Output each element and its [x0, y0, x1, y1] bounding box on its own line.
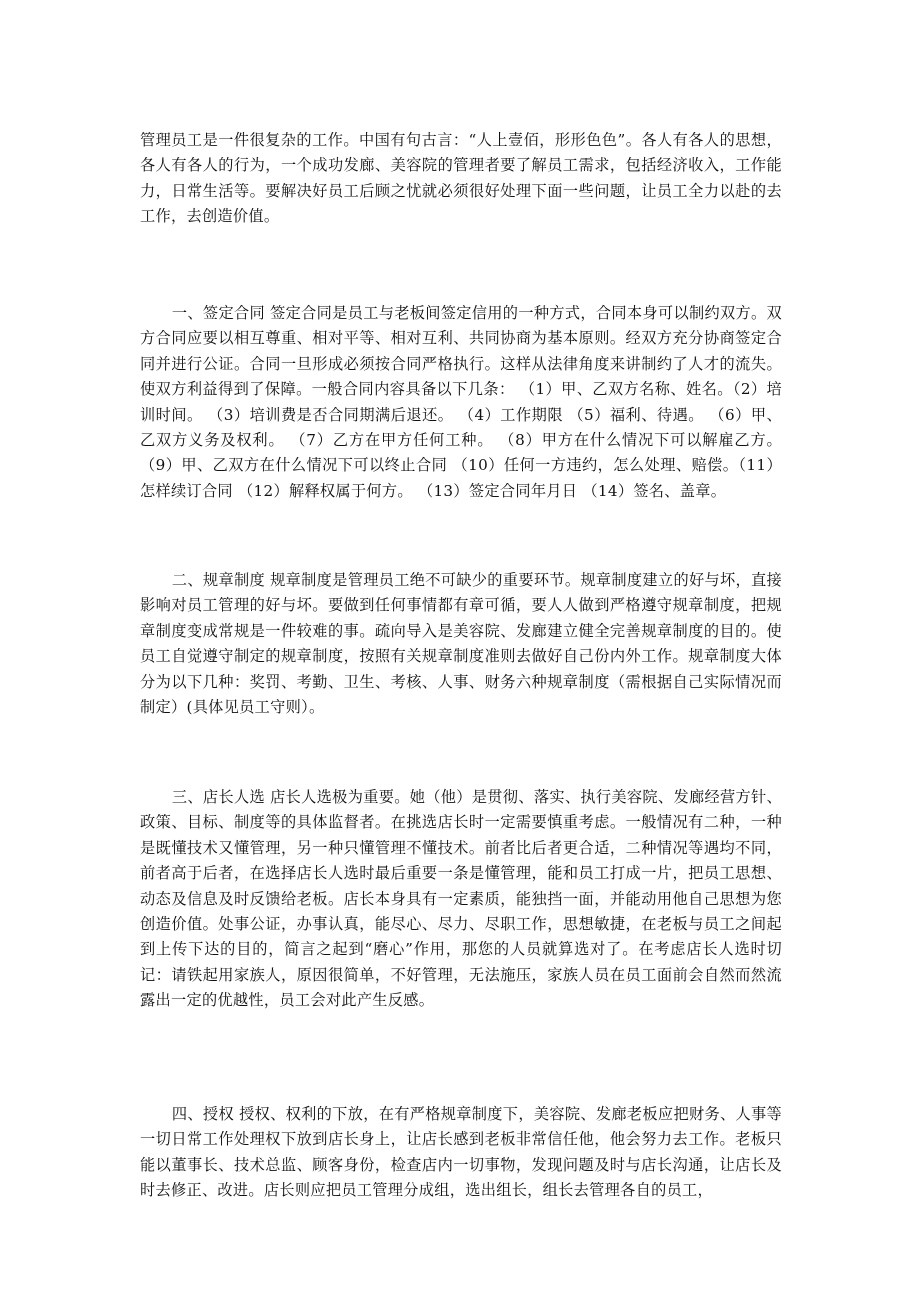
section-authorization-paragraph: 四、授权 授权、权利的下放，在有严格规章制度下，美容院、发廊老板应把财务、人事等一切日常工作处理权下放到店长身上，让店长感到老板非常信任他，他会努力去工作。老板只能以董事长、技术总监、顾客身份，检查店内一切事物，发现问题及时与店长沟通，让店长及时去修正、改进。店长则应把员工管理分成组，选出组长，组长去管理各自的员工，	[140, 1105, 782, 1200]
section-manager-paragraph: 三、店长人选 店长人选极为重要。她（他）是贯彻、落实、执行美容院、发廊经营方针、政策、目标、制度等的具体监督者。在挑选店长时一定需要慎重考虑。一般情况有二种，一种是既懂技术又懂管理，另一种只懂管理不懂技术。前者比后者更合适，二种情况等遇均不同，前者高于后者，在选择店长人选时最后重要一条是懂管理，能和员工打成一片，把员工思想、动态及信息及时反馈给老板。店长本身具有一定素质，能独挡一面，并能动用他自己思想为您创造价值。处事公证，办事认真，能尽心、尽力、尽职工作，思想敏捷，在老板与员工之间起到上传下达的目的，简言之起到“磨心”作用，那您的人员就算选对了。在考虑店长人选时切记：请铁起用家族人，原因很简单，不好管理，无法施压，家族人员在员工面前会自然而然流露出一定的优越性，员工会对此产生反感。	[140, 788, 782, 1010]
intro-paragraph: 管理员工是一件很复杂的工作。中国有句古言：“人上壹佰，形形色色”。各人有各人的思想，各人有各人的行为，一个成功发廊、美容院的管理者要了解员工需求，包括经济收入，工作能力，日常生活等。要解决好员工后顾之忧就必须很好处理下面一些问题，让员工全力以赴的去工作，去创造价值。	[140, 131, 782, 226]
section-contract-paragraph: 一、签定合同 签定合同是员工与老板间签定信用的一种方式，合同本身可以制约双方。双方合同应要以相互尊重、相对平等、相对互利、共同协商为基本原则。经双方充分协商签定合同并进行公证。合同一旦形成必须按合同严格执行。这样从法律角度来讲制约了人才的流失。使双方利益得到了保障。一般合同内容具备以下几条： （1）甲、乙双方名称、姓名。（2）培训时间。 （3）培训费是否合同期满后退还。 （4）工作期限 （5）福利、待遇。 （6）甲、乙双方义务及权利。 （7）乙方在甲方任何工种。 （8）甲方在什么情况下可以解雇乙方。 （9）甲、乙双方在什么情况下可以终止合同 （10）任何一方违约，怎么处理、赔偿。（11）怎样续订合同 （12）解释权属于何方。 （13）签定合同年月日 （14）签名、盖章。	[140, 304, 782, 500]
section-rules-paragraph: 二、规章制度 规章制度是管理员工绝不可缺少的重要环节。规章制度建立的好与坏，直接影响对员工管理的好与坏。要做到任何事情都有章可循，要人人做到严格遵守规章制度，把规章制度变成常规是一件较难的事。疏向导入是美容院、发廊建立健全完善规章制度的目的。使员工自觉遵守制定的规章制度，按照有关规章制度准则去做好自己份内外工作。规章制度大体分为以下几种：奖罚、考勤、卫生、考核、人事、财务六种规章制度（需根据自己实际情况而制定）(具体见员工守则）。	[140, 571, 782, 717]
